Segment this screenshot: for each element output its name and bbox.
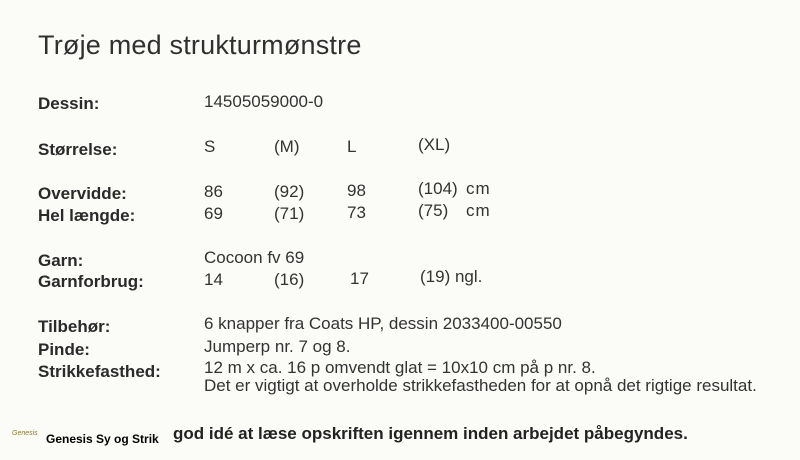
garnforbrug-s: 14 — [204, 270, 223, 289]
hel-laengde-m: (71) — [274, 204, 305, 223]
footer-brand: Genesis Sy og Strik — [46, 432, 159, 446]
size-s: S — [204, 137, 216, 156]
strikkefasthed-line1: 12 m x ca. 16 p omvendt glat = 10x10 cm på p nr. 8. — [204, 358, 596, 377]
genesis-logo: Genesis — [12, 430, 38, 437]
garn-value: Cocoon fv 69 — [204, 248, 305, 267]
garnforbrug-m: (16) — [274, 270, 305, 289]
garnforbrug-xl: (19) ngl. — [420, 267, 483, 286]
size-xl: (XL) — [418, 135, 451, 154]
hel-laengde-unit: cm — [466, 201, 491, 220]
hel-laengde-s: 69 — [204, 204, 223, 223]
size-l: L — [347, 137, 357, 156]
overvidde-l: 98 — [347, 181, 366, 200]
overvidde-unit: cm — [466, 179, 491, 198]
dessin-value: 14505059000-0 — [204, 92, 324, 111]
strikkefasthed-line2: Det er vigtigt at overholde strikkefastheden for at opnå det rigtige resultat. — [204, 376, 757, 395]
size-label: Størrelse: — [38, 140, 118, 159]
tilbehor-value: 6 knapper fra Coats HP, dessin 2033400-00550 — [204, 314, 562, 333]
hel-laengde-l: 73 — [347, 203, 366, 222]
garn-label: Garn: — [38, 251, 84, 270]
pinde-label: Pinde: — [38, 340, 90, 359]
garnforbrug-l: 17 — [350, 269, 369, 288]
pinde-value: Jumperp nr. 7 og 8. — [204, 337, 351, 356]
overvidde-s: 86 — [204, 182, 223, 201]
tilbehor-label: Tilbehør: — [38, 317, 111, 336]
garnforbrug-label: Garnforbrug: — [38, 272, 144, 291]
hel-laengde-label: Hel længde: — [38, 206, 136, 225]
dessin-label: Dessin: — [38, 94, 100, 113]
footer-note: god idé at læse opskriften igennem inden arbejdet påbegyndes. — [173, 424, 688, 443]
overvidde-label: Overvidde: — [38, 184, 127, 203]
size-m: (M) — [274, 137, 300, 156]
hel-laengde-xl: (75) — [418, 201, 449, 220]
page-title: Trøje med strukturmønstre — [38, 30, 362, 60]
strikkefasthed-label: Strikkefasthed: — [38, 362, 161, 381]
overvidde-xl: (104) — [418, 179, 458, 198]
overvidde-m: (92) — [274, 182, 305, 201]
